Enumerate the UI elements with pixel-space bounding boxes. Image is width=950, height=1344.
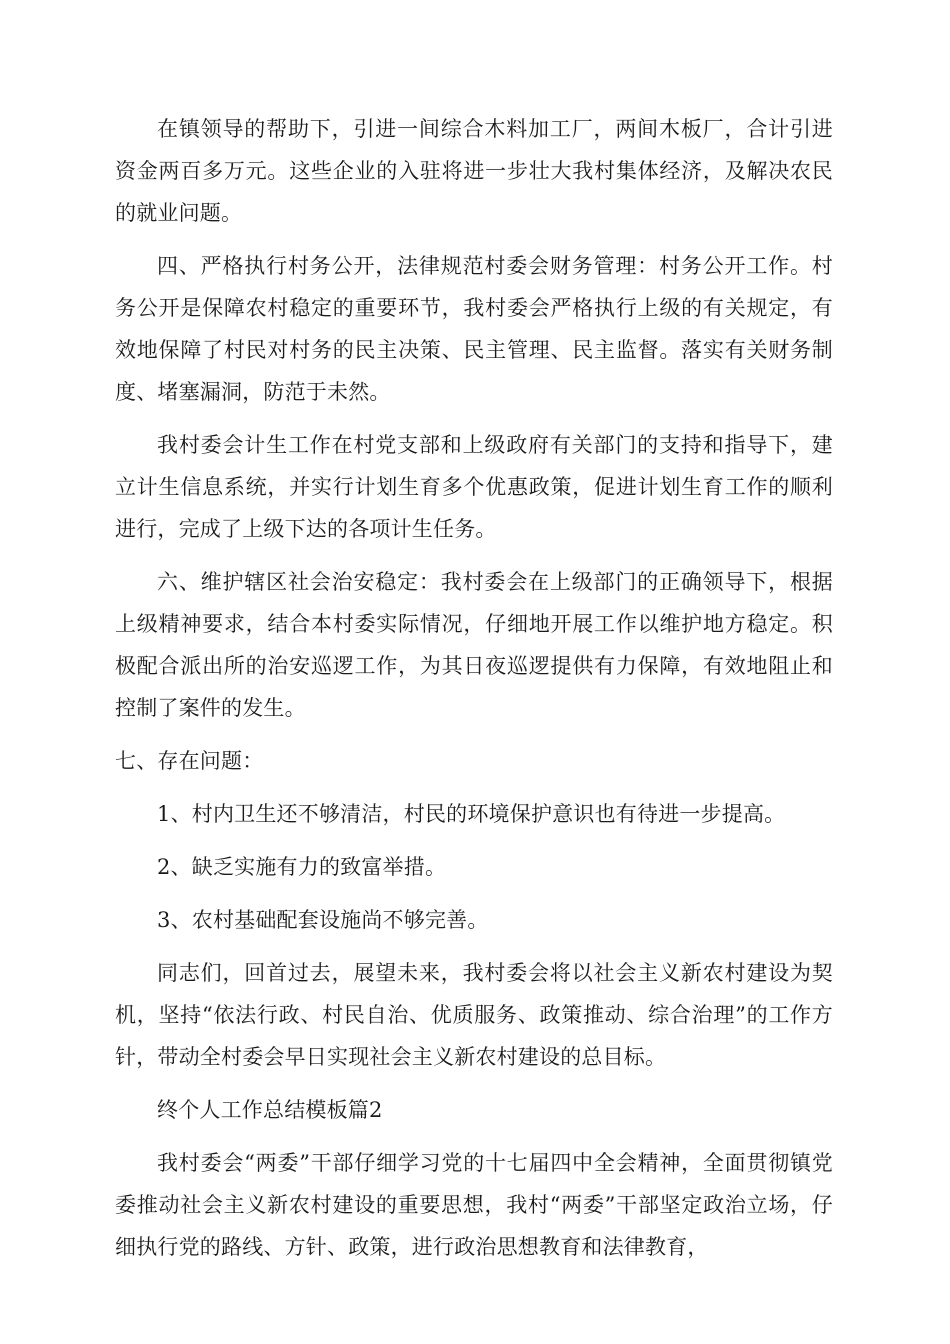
list-item-problem-1: 1、村内卫生还不够清洁，村民的环境保护意识也有待进一步提高。 [157,802,786,826]
paragraph-enterprise-investment: 在镇领导的帮助下，引进一间综合木料加工厂，两间木板厂，合计引进资金两百多万元。这些企业的入驻将进一步壮大我村集体经济，及解决农民的就业问题。 [115,117,833,225]
paragraph-village-affairs-transparency: 四、严格执行村务公开，法律规范村委会财务管理：村务公开工作。村务公开是保障农村稳定的重要环节，我村委会严格执行上级的有关规定，有效地保障了村民对村务的民主决策、民主管理、民主监督。落实有关财务制度、堵塞漏洞，防范于未然。 [115,254,833,404]
section-heading-existing-problems: 七、存在问题： [115,749,264,773]
list-item-problem-3: 3、农村基础配套设施尚不够完善。 [157,908,489,932]
list-item-problem-2: 2、缺乏实施有力的致富举措。 [157,855,447,879]
paragraph-family-planning: 我村委会计生工作在村党支部和上级政府有关部门的支持和指导下，建立计生信息系统，并实行计划生育多个优惠政策，促进计划生育工作的顺利进行，完成了上级下达的各项计生任务。 [115,433,833,541]
document-body [115,108,833,1268]
template-title-part-2: 终个人工作总结模板篇2 [157,1098,383,1122]
paragraph-public-security: 六、维护辖区社会治安稳定：我村委会在上级部门的正确领导下，根据上级精神要求，结合本村委实际情况，仔细地开展工作以维护地方稳定。积极配合派出所的治安巡逻工作，为其日夜巡逻提供有力保障，有效地阻止和控制了案件的发生。 [115,570,833,720]
paragraph-outlook: 同志们，回首过去，展望未来，我村委会将以社会主义新农村建设为契机，坚持“依法行政、村民自治、优质服务、政策推动、综合治理”的工作方针，带动全村委会早日实现社会主义新农村建设的总目标。 [115,961,833,1069]
paragraph-study-spirit: 我村委会“两委”干部仔细学习党的十七届四中全会精神，全面贯彻镇党委推动社会主义新农村建设的重要思想，我村“两委”干部坚定政治立场，仔细执行党的路线、方针、政策，进行政治思想教育和法律教育， [115,1151,833,1259]
